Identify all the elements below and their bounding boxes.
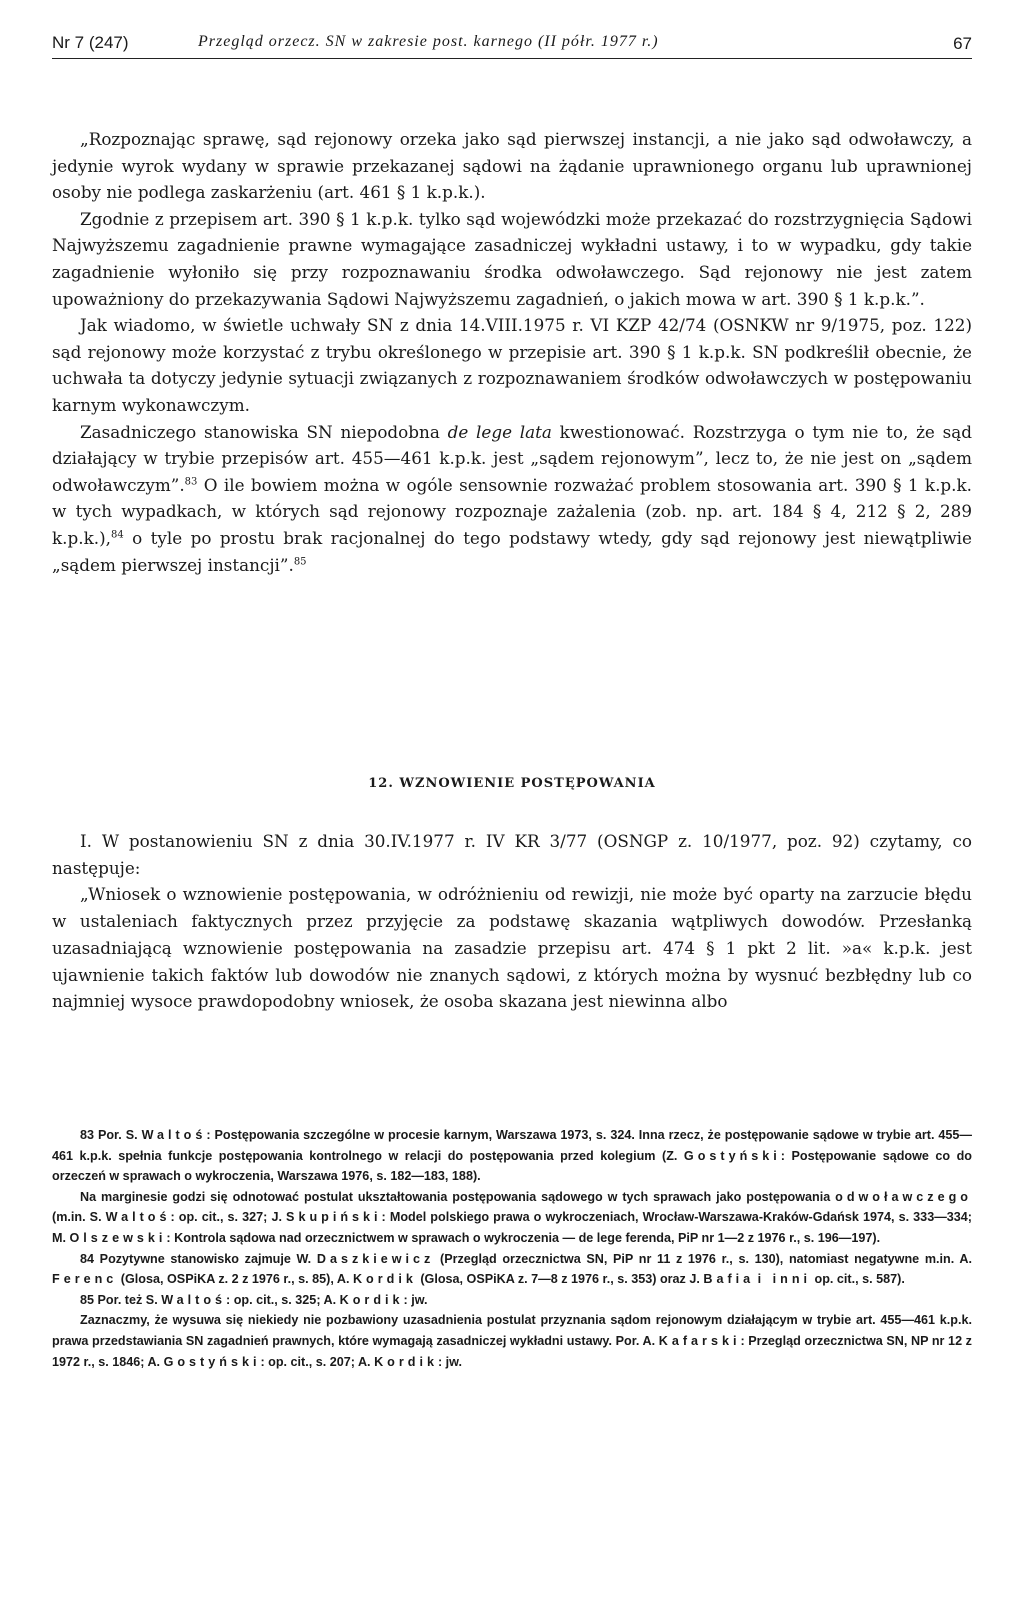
footnote-number: 84 <box>80 1251 95 1266</box>
main-text <box>52 126 972 578</box>
text-run: kwestionować. Rozstrzyga o tym nie to, że sąd działający w trybie przepisów art. 455—461 k.p.k. jest „sądem rejonowym”, lecz to, że nie jest on „sądem odwoławczym”. <box>52 421 972 495</box>
paragraph-wniosek-quote: „Wniosek o wznowienie postępowania, w odróżnieniu od rewizji, nie może być oparty na zarzucie błędu w ustaleniach faktycznych przez przyjęcie za podstawę skazania wątpliwych dowodów. Przesłanką uzasadniającą wznowienie postępowania na zasadzie przepisu art. 474 § 1 pkt 2 lit. »a« k.p.k. jest ujawnienie takich faktów lub dowodów nie znanych sądowi, z których można by wysnuć bezbłędny lub co najmniej wysoce prawdopodobny wniosek, że osoba skazana jest niewinna albo <box>52 884 972 1012</box>
author-name: Olszewski <box>69 1230 167 1245</box>
text-run: : jw. <box>403 1292 428 1307</box>
footnotes <box>52 1125 972 1372</box>
author-name: Waltoś <box>105 1210 171 1225</box>
paragraph-quote: „Rozpoznając sprawę, sąd rejonowy orzeka jako sąd pierwszej instancji, a nie jako sąd odwoławczy, a jedynie wyrok wydany w sprawie przekazanej sądowi na żądanie uprawnionego organu lub uprawnionej osoby nie podlega zaskarżeniu (art. 461 § 1 k.p.k.). <box>52 129 972 203</box>
author-name: Bafia <box>703 1272 755 1287</box>
text-run: : op. cit., s. 207; A. <box>260 1354 375 1369</box>
author-name: i inni <box>757 1272 812 1287</box>
text-run: : op. cit., s. 325; A. <box>226 1292 340 1307</box>
issue-number: Nr 7 (247) <box>52 33 129 52</box>
running-title: Przegląd orzecz. SN w zakresie post. karnego (II półr. 1977 r.) <box>198 33 659 50</box>
author-name: Waltoś <box>161 1292 227 1307</box>
author-name: Daszkiewicz <box>316 1251 435 1266</box>
author-name: Gostyński <box>163 1354 261 1369</box>
text-run: Zaznaczmy, że wysuwa się niekiedy nie pozbawiony uzasadnienia postulat przyznania sądom rejonowym działającym w trybie art. 455—461 k.p.k. prawa przedstawiania SN zagadnień prawnych, które wymagają zasadniczej wykładni ustawy. Por. A. <box>52 1313 972 1348</box>
author-name: Kordik <box>352 1272 417 1287</box>
author-name: Skupiński <box>286 1210 382 1225</box>
text-run: Por. S. <box>94 1128 142 1142</box>
emphasis-word: odwoławczego <box>835 1189 972 1204</box>
author-name: Gostyński <box>683 1148 781 1163</box>
text-run: (Przegląd orzecznictwa SN, PiP nr 11 z 1976 r., s. 130), natomiast negatywne m.in. A. <box>434 1251 972 1266</box>
section-text <box>52 828 972 1015</box>
running-header <box>52 28 972 59</box>
text-run: op. cit., s. 587). <box>811 1272 905 1287</box>
footnote-ref-83[interactable]: 83 <box>184 476 198 488</box>
footnote-83 <box>52 1125 972 1187</box>
paragraph-uchwala: Jak wiadomo, w świetle uchwały SN z dnia 14.VIII.1975 r. VI KZP 42/74 (OSNKW nr 9/1975, poz. 122) sąd rejonowy może korzystać z trybu określonego w przepisie art. 390 § 1 k.p.k. SN podkreślił obecnie, że uchwała ta dotyczy jedynie sytuacji związanych z rozpoznawaniem środków odwoławczych w postępowaniu karnym wykonawczym. <box>52 315 972 415</box>
text-run: : Postępowanie sądowe co do orzeczeń w sprawach o wykroczenia, Warszawa 1976, s. 182—183, 188). <box>52 1148 972 1184</box>
text-run: : op. cit., s. 327; J. <box>170 1210 287 1225</box>
section-heading: 12. WZNOWIENIE POSTĘPOWANIA <box>368 776 656 791</box>
author-name: Ferenc <box>52 1272 118 1287</box>
text-run: O ile bowiem można w ogóle sensownie rozważać problem stosowania art. 390 § 1 k.p.k. w tych wypadkach, w których sąd rejonowy rozpoznaje zażalenia (zob. np. art. 184 § 4, 212 § 2, 289 k.p.k.), <box>52 474 972 548</box>
author-name: Waltoś <box>141 1128 207 1142</box>
text-run: (m.in. S. <box>52 1210 106 1225</box>
text-run: : Przegląd orzecznictwa SN, NP nr 12 z 1972 r., s. 1846; A. <box>52 1333 972 1369</box>
footnote-83-continued <box>52 1187 972 1249</box>
text-run: Por. też S. <box>94 1292 162 1307</box>
text-run: o tyle po prostu brak racjonalnej do tego podstawy wtedy, gdy sąd rejonowy jest niewątpliwie „sądem pierwszej instancji”. <box>52 527 972 575</box>
text-run: : jw. <box>437 1354 462 1369</box>
author-name: Kordik <box>374 1354 438 1369</box>
page-number: 67 <box>953 34 972 53</box>
text-run: Na marginesie godzi się odnotować postulat ukształtowania postępowania sądowego w tych sprawach jako postępowania <box>80 1189 836 1204</box>
author-name: Kordik <box>339 1292 404 1307</box>
footnote-ref-85[interactable]: 85 <box>293 555 307 567</box>
footnote-85 <box>52 1290 972 1311</box>
paragraph-stanowisko <box>52 419 972 579</box>
text-run: (Glosa, OSPiKA z. 2 z 1976 r., s. 85), A. <box>117 1272 353 1287</box>
footnote-ref-84[interactable]: 84 <box>110 529 124 541</box>
text-run: : Postępowania szczególne w procesie karnym, Warszawa 1973, s. 324. Inna rzecz, że postępowanie sądowe w trybie art. 455—461 k.p.k. spełnia funkcje postępowania kontrolnego w relacji do postępowania przed kolegium (Z. <box>52 1128 972 1163</box>
text-run: : Kontrola sądowa nad orzecznictwem w sprawach o wykroczenia — de lege ferenda, PiP nr 1—2 z 1976 r., s. 196—197). <box>166 1230 881 1245</box>
paragraph-postanowienie: I. W postanowieniu SN z dnia 30.IV.1977 r. IV KR 3/77 (OSNGP z. 10/1977, poz. 92) czytamy, co następuje: <box>52 831 972 878</box>
footnote-number: 85 <box>80 1292 95 1307</box>
italic-phrase: de lege lata <box>447 421 552 442</box>
author-name: Kafarski <box>658 1333 741 1348</box>
paragraph-art-390: Zgodnie z przepisem art. 390 § 1 k.p.k. tylko sąd wojewódzki może przekazać do rozstrzygnięcia Sądowi Najwyższemu zagadnienie prawne wymagające zasadniczej wykładni ustawy, i to w wypadku, gdy takie zagadnienie wyłoniło się przy rozpoznawaniu środka odwoławczego. Sąd rejonowy nie jest zatem upoważniony do przekazywania Sądowi Najwyższemu zagadnień, o jakich mowa w art. 390 § 1 k.p.k.”. <box>52 208 972 309</box>
text-run: : Model polskiego prawa o wykroczeniach, Wrocław-Warszawa-Kraków-Gdańsk 1974, s. 333—334; M. <box>52 1210 972 1245</box>
text-run: Pozytywne stanowisko zajmuje W. <box>94 1251 317 1266</box>
text-run: (Glosa, OSPiKA z. 7—8 z 1976 r., s. 353) oraz J. <box>416 1272 704 1287</box>
footnote-85-continued <box>52 1310 972 1372</box>
text-run: Zasadniczego stanowiska SN niepodobna <box>80 421 448 442</box>
footnote-84 <box>52 1249 972 1290</box>
footnote-number: 83 <box>80 1128 95 1142</box>
